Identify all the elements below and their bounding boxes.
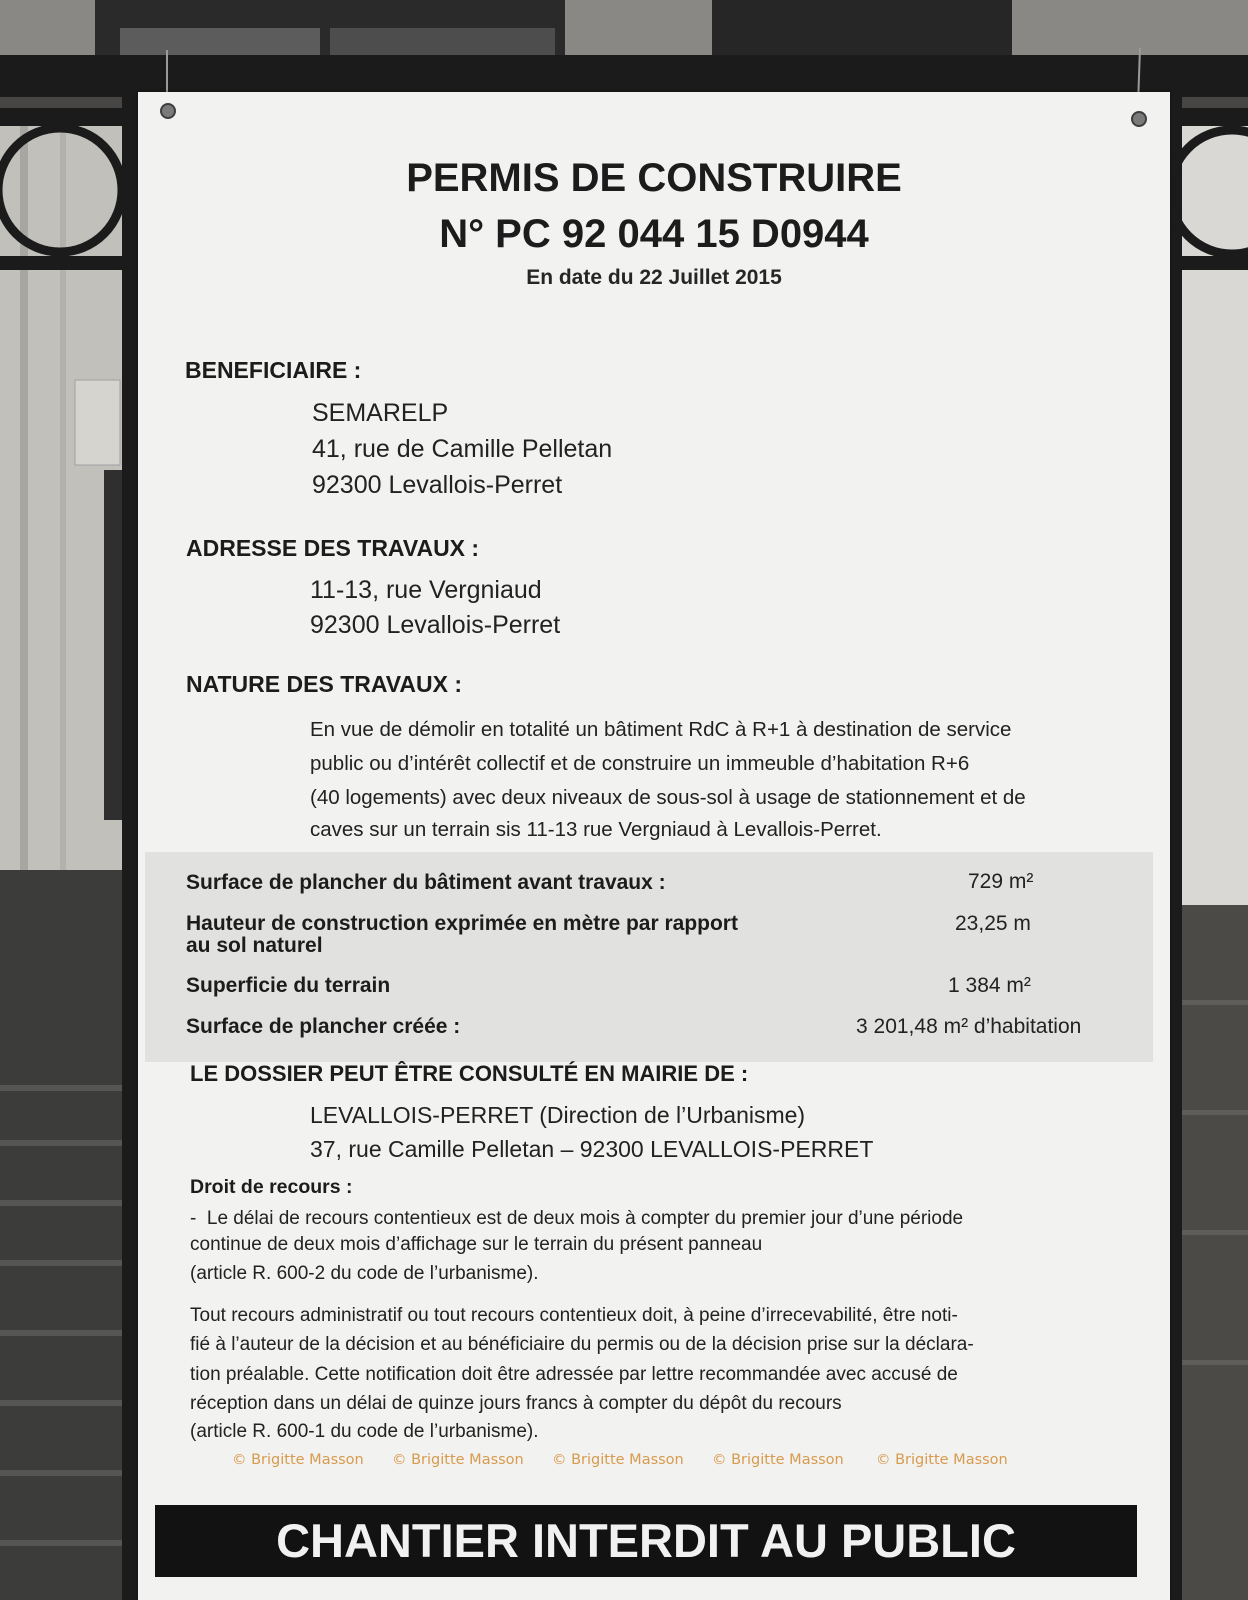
permit-number: N° PC 92 044 15 D0944: [439, 212, 869, 256]
surface-before-label: Surface de plancher du bâtiment avant travaux :: [186, 871, 666, 894]
photo-watermark: © Brigitte Masson: [876, 1452, 1008, 1468]
left-stairs: [0, 870, 125, 1600]
appeal-rights-line: (article R. 600-2 du code de l’urbanisme).: [190, 1263, 539, 1284]
permit-sign-panel: [138, 92, 1170, 1600]
height-label-line1: Hauteur de construction exprimée en mètre par rapport: [186, 912, 738, 935]
height-value: 23,25 m: [955, 912, 1031, 935]
works-nature-line: public ou d’intérêt collectif et de construire un immeuble d’habitation R+6: [310, 752, 970, 775]
appeal-rights-label: Droit de recours :: [190, 1176, 353, 1198]
nail-right: [1131, 111, 1147, 127]
beneficiary-street: 41, rue de Camille Pelletan: [312, 435, 613, 463]
no-entry-banner-text: CHANTIER INTERDIT AU PUBLIC: [276, 1514, 1016, 1567]
works-nature-line: En vue de démolir en totalité un bâtiment RdC à R+1 à destination de service: [310, 718, 1012, 741]
photo-watermark: © Brigitte Masson: [232, 1452, 364, 1468]
no-entry-banner: [155, 1505, 1137, 1577]
land-area-value: 1 384 m²: [948, 974, 1031, 997]
works-nature-line: (40 logements) avec deux niveaux de sous-sol à usage de stationnement et de: [310, 786, 1026, 809]
beneficiary-city: 92300 Levallois-Perret: [312, 471, 563, 499]
photo-watermark: © Brigitte Masson: [712, 1452, 844, 1468]
beneficiary-label: BENEFICIAIRE :: [185, 357, 362, 383]
appeal-notice-line: Tout recours administratif ou tout recours contentieux doit, à peine d’irrecevabilité, être noti-: [190, 1305, 958, 1326]
building-facade: [0, 0, 1248, 60]
photo-watermark: © Brigitte Masson: [552, 1452, 684, 1468]
appeal-notice-line: tion préalable. Cette notification doit être adressée par lettre recommandée avec accusé de: [190, 1364, 958, 1385]
permit-date: En date du 22 Juillet 2015: [526, 266, 782, 289]
appeal-notice-line: réception dans un délai de quinze jours francs à compter du dépôt du recours: [190, 1393, 842, 1414]
appeal-notice-line: (article R. 600-1 du code de l’urbanisme).: [190, 1421, 539, 1442]
land-area-label: Superficie du terrain: [186, 974, 391, 997]
appeal-notice-line: fié à l’auteur de la décision et au bénéficiaire du permis ou de la décision prise sur la déclara-: [190, 1334, 974, 1355]
surface-created-label: Surface de plancher créée :: [186, 1015, 461, 1038]
appeal-rights-line: continue de deux mois d’affichage sur le terrain du présent panneau: [190, 1234, 763, 1255]
works-address-label: ADRESSE DES TRAVAUX :: [186, 535, 480, 561]
beneficiary-name: SEMARELP: [312, 399, 449, 427]
photo-watermark: © Brigitte Masson: [392, 1452, 524, 1468]
permit-title: PERMIS DE CONSTRUIRE: [406, 156, 902, 200]
surface-created-value: 3 201,48 m² d’habitation: [856, 1015, 1082, 1038]
works-address-street: 11-13, rue Vergniaud: [310, 576, 542, 604]
consultation-office: LEVALLOIS-PERRET (Direction de l’Urbanisme): [310, 1102, 806, 1128]
height-label-line2: au sol naturel: [186, 934, 323, 957]
appeal-rights-line: - Le délai de recours contentieux est de deux mois à compter du premier jour d’une période: [190, 1208, 964, 1229]
works-address-city: 92300 Levallois-Perret: [310, 611, 561, 639]
consultation-address: 37, rue Camille Pelletan – 92300 LEVALLOIS-PERRET: [310, 1136, 874, 1162]
works-nature-line: caves sur un terrain sis 11-13 rue Vergniaud à Levallois-Perret.: [310, 818, 882, 841]
works-nature-label: NATURE DES TRAVAUX :: [186, 671, 462, 697]
consultation-label: LE DOSSIER PEUT ÊTRE CONSULTÉ EN MAIRIE DE :: [190, 1061, 749, 1086]
surface-before-value: 729 m²: [968, 870, 1034, 893]
nail-left: [160, 103, 176, 119]
